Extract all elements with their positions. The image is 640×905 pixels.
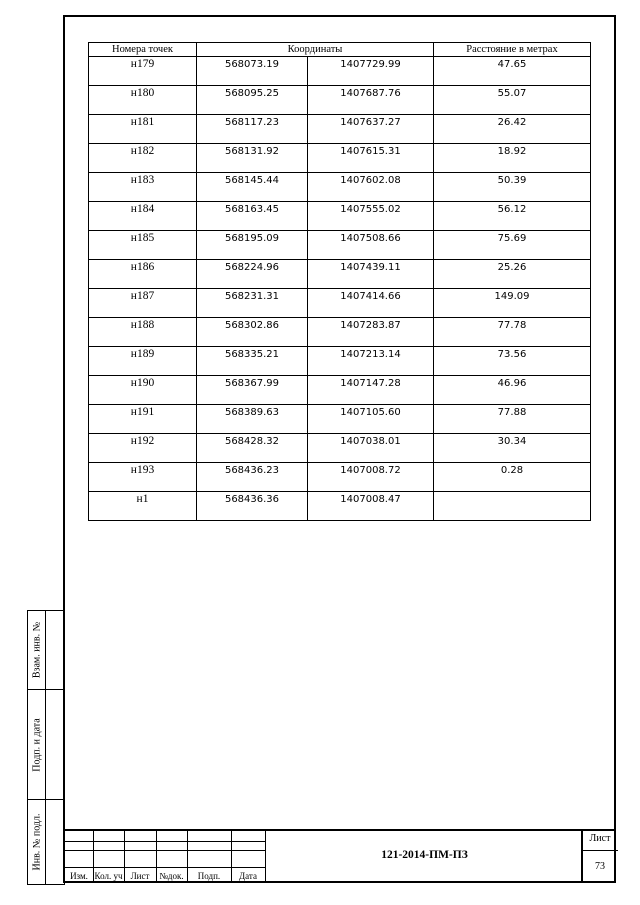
coord-x-cell: 568302.86 [197, 318, 308, 347]
coord-y-cell: 1407508.66 [308, 231, 434, 260]
point-number-cell: н185 [89, 231, 197, 260]
coord-x-cell: 568073.19 [197, 57, 308, 86]
title-block [63, 829, 616, 883]
coord-y-cell: 1407602.08 [308, 173, 434, 202]
table-row [89, 202, 591, 231]
distance-cell: 75.69 [434, 231, 591, 260]
point-number-cell: н182 [89, 144, 197, 173]
coord-y-cell: 1407147.28 [308, 376, 434, 405]
table-row [89, 434, 591, 463]
point-number-cell: н181 [89, 115, 197, 144]
side-cell-inv [27, 799, 65, 885]
distance-cell: 18.92 [434, 144, 591, 173]
table-row [89, 231, 591, 260]
coord-y-cell: 1407637.27 [308, 115, 434, 144]
table-row [89, 86, 591, 115]
point-number-cell: н1 [89, 492, 197, 521]
table-row [89, 376, 591, 405]
coord-x-cell: 568367.99 [197, 376, 308, 405]
coord-y-cell: 1407213.14 [308, 347, 434, 376]
stamp-header-list: Лист [130, 871, 150, 881]
coord-x-cell: 568231.31 [197, 289, 308, 318]
distance-cell: 47.65 [434, 57, 591, 86]
header-coordinates: Координаты [197, 43, 434, 57]
table-row [89, 173, 591, 202]
coord-y-cell: 1407008.47 [308, 492, 434, 521]
coord-y-cell: 1407615.31 [308, 144, 434, 173]
distance-cell: 55.07 [434, 86, 591, 115]
sheet-label: Лист [589, 833, 611, 844]
distance-cell: 56.12 [434, 202, 591, 231]
distance-cell: 26.42 [434, 115, 591, 144]
distance-cell: 30.34 [434, 434, 591, 463]
side-cell-vzam [27, 610, 65, 690]
point-number-cell: н191 [89, 405, 197, 434]
coord-x-cell: 568145.44 [197, 173, 308, 202]
coord-y-cell: 1407038.01 [308, 434, 434, 463]
stamp-header-data: Дата [239, 871, 257, 881]
stamp-header-kol: Кол. уч [94, 871, 123, 881]
point-number-cell: н179 [89, 57, 197, 86]
table-row [89, 318, 591, 347]
coord-x-cell: 568131.92 [197, 144, 308, 173]
stamp-header-podp: Подп. [197, 871, 221, 881]
coord-y-cell: 1407414.66 [308, 289, 434, 318]
coord-x-cell: 568163.45 [197, 202, 308, 231]
document-code: 121-2014-ПМ-ПЗ [381, 849, 468, 861]
coord-y-cell: 1407687.76 [308, 86, 434, 115]
point-number-cell: н184 [89, 202, 197, 231]
coord-y-cell: 1407439.11 [308, 260, 434, 289]
side-strip [27, 610, 65, 885]
side-label-podp: Подп. и дата [31, 717, 42, 772]
coord-y-cell: 1407729.99 [308, 57, 434, 86]
coord-x-cell: 568436.23 [197, 463, 308, 492]
table-row [89, 260, 591, 289]
coord-x-cell: 568117.23 [197, 115, 308, 144]
header-point-numbers: Номера точек [89, 43, 197, 57]
point-number-cell: н188 [89, 318, 197, 347]
point-number-cell: н190 [89, 376, 197, 405]
table-row [89, 289, 591, 318]
table-header-row [89, 43, 591, 57]
table-row [89, 115, 591, 144]
point-number-cell: н183 [89, 173, 197, 202]
stamp-header-izm: Изм. [70, 871, 88, 881]
sheet-number: 73 [595, 861, 605, 872]
table-row [89, 57, 591, 86]
side-label-vzam: Взам. инв. № [31, 621, 42, 679]
distance-cell: 149.09 [434, 289, 591, 318]
distance-cell: 25.26 [434, 260, 591, 289]
coord-y-cell: 1407555.02 [308, 202, 434, 231]
coord-x-cell: 568224.96 [197, 260, 308, 289]
side-label-inv: Инв. № подл. [31, 813, 42, 871]
coord-y-cell: 1407008.72 [308, 463, 434, 492]
distance-cell: 77.78 [434, 318, 591, 347]
point-number-cell: н189 [89, 347, 197, 376]
coord-x-cell: 568195.09 [197, 231, 308, 260]
distance-cell: 77.88 [434, 405, 591, 434]
distance-cell: 0.28 [434, 463, 591, 492]
coord-y-cell: 1407105.60 [308, 405, 434, 434]
distance-cell: 73.56 [434, 347, 591, 376]
point-number-cell: н180 [89, 86, 197, 115]
point-number-cell: н187 [89, 289, 197, 318]
table-row [89, 492, 591, 521]
coord-x-cell: 568436.36 [197, 492, 308, 521]
header-distance: Расстояние в метрах [434, 43, 591, 57]
table-row [89, 463, 591, 492]
table-row [89, 405, 591, 434]
side-cell-podp [27, 689, 65, 800]
coord-x-cell: 568389.63 [197, 405, 308, 434]
coord-x-cell: 568428.32 [197, 434, 308, 463]
coord-x-cell: 568095.25 [197, 86, 308, 115]
point-number-cell: н192 [89, 434, 197, 463]
coord-y-cell: 1407283.87 [308, 318, 434, 347]
stamp-header-ndok: №док. [159, 871, 184, 881]
point-number-cell: н193 [89, 463, 197, 492]
distance-cell: 46.96 [434, 376, 591, 405]
point-number-cell: н186 [89, 260, 197, 289]
table-row [89, 347, 591, 376]
coordinates-table [88, 42, 591, 521]
distance-cell: 50.39 [434, 173, 591, 202]
distance-cell [434, 492, 591, 521]
coord-x-cell: 568335.21 [197, 347, 308, 376]
table-row [89, 144, 591, 173]
